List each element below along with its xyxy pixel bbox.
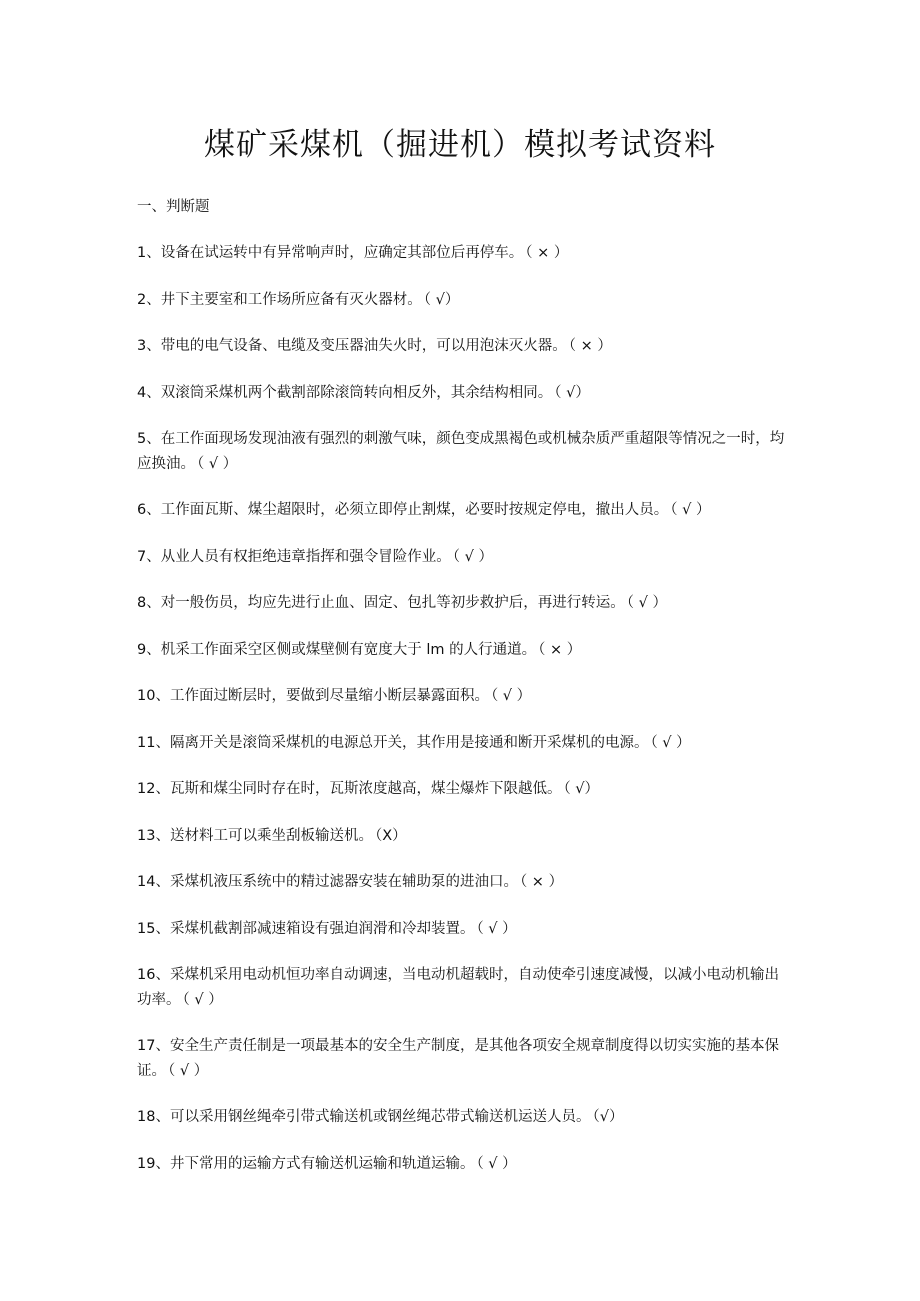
question-item: [137, 381, 787, 406]
question-answer: （X）: [374, 827, 407, 844]
question-answer: （ √ ）: [452, 548, 493, 565]
question-item: [137, 870, 787, 895]
question-item: [137, 638, 787, 663]
question-list: [137, 241, 787, 1198]
question-text: 机采工作面采空区侧或煤壁侧有宽度大于 lm 的人行通道。: [160, 641, 537, 658]
question-answer: （ × ）: [568, 338, 612, 354]
question-answer: （ √ ）: [168, 1062, 209, 1079]
question-text: 带电的电气设备、电缆及变压器油失火时，可以用泡沫灭火器。: [160, 338, 567, 354]
question-text: 对一般伤员，均应先进行止血、固定、包扎等初步救护后，再进行转运。: [160, 595, 625, 611]
question-number: 5、: [137, 431, 161, 447]
question-answer: （√）: [592, 1109, 624, 1125]
question-item: [137, 545, 787, 570]
question-text: 可以采用钢丝绳牵引带式输送机或钢丝绳芯带式输送机运送人员。: [169, 1109, 591, 1125]
question-number: 10、: [137, 688, 170, 704]
question-item: [137, 731, 787, 756]
question-number: 15、: [137, 920, 170, 937]
question-text: 瓦斯和煤尘同时存在时，瓦斯浓度越高，煤尘爆炸下限越低。: [169, 781, 562, 797]
question-answer: （ × ）: [525, 245, 569, 261]
question-number: 6、: [137, 502, 161, 518]
question-text: 井下主要室和工作场所应备有灭火器材。: [160, 291, 422, 308]
question-answer: （ √ ）: [626, 595, 667, 611]
question-answer: （ √ ）: [182, 991, 223, 1008]
question-number: 16、: [137, 967, 170, 983]
question-item: [137, 824, 787, 849]
question-number: 19、: [137, 1155, 170, 1172]
document-title: 煤矿采煤机（掘进机）模拟考试资料: [204, 127, 716, 163]
question-number: 14、: [137, 874, 170, 890]
question-number: 12、: [137, 781, 170, 797]
question-answer: （ √ ）: [650, 734, 691, 751]
question-answer: （ √）: [554, 384, 590, 401]
question-text: 双滚筒采煤机两个截割部除滚筒转向相反外，其余结构相同。: [160, 384, 553, 401]
question-answer: （ √）: [563, 781, 600, 797]
question-answer: （ × ）: [519, 874, 564, 890]
question-text: 送材料工可以乘坐刮板输送机。: [169, 827, 373, 844]
question-number: 3、: [137, 338, 161, 354]
question-number: 9、: [137, 641, 161, 658]
question-number: 4、: [137, 384, 161, 401]
question-text: 采煤机液压系统中的精过滤器安装在辅助泵的进油口。: [169, 874, 518, 890]
question-number: 11、: [137, 734, 170, 751]
question-text: 设备在试运转中有异常响声时，应确定其部位后再停车。: [160, 245, 524, 261]
question-item: [137, 963, 787, 1012]
question-answer: （ √ ）: [197, 455, 238, 472]
question-text: 采煤机截割部减速箱设有强迫润滑和冷却装置。: [169, 920, 475, 937]
question-item: [137, 1152, 787, 1177]
question-item: [137, 498, 787, 523]
section-heading: 一、判断题: [137, 199, 210, 215]
question-answer: （ × ）: [538, 641, 582, 658]
question-item: [137, 1105, 787, 1130]
question-text: 工作面过断层时，要做到尽量缩小断层暴露面积。: [169, 688, 489, 704]
question-number: 18、: [137, 1109, 170, 1125]
question-text: 安全生产责任制是一项最基本的安全生产制度，是其他各项安全规章制度得以切实实施的基本保证。: [137, 1038, 779, 1079]
question-item: [137, 288, 787, 313]
question-item: [137, 334, 787, 359]
question-answer: （ √ ）: [476, 1155, 517, 1172]
question-answer: （ √ ）: [670, 502, 711, 518]
question-item: [137, 917, 787, 942]
question-number: 13、: [137, 827, 170, 844]
question-text: 采煤机采用电动机恒功率自动调速，当电动机超载时，自动使牵引速度减慢，以减小电动机输出功率。: [137, 967, 779, 1008]
question-item: [137, 1034, 787, 1083]
question-text: 工作面瓦斯、煤尘超限时，必须立即停止割煤，必要时按规定停电，撤出人员。: [160, 502, 669, 518]
question-text: 隔离开关是滚筒采煤机的电源总开关，其作用是接通和断开采煤机的电源。: [169, 734, 649, 751]
question-answer: （ √ ）: [476, 920, 517, 937]
question-item: [137, 777, 787, 802]
question-number: 7、: [137, 548, 161, 565]
question-text: 从业人员有权拒绝违章指挥和强令冒险作业。: [160, 548, 451, 565]
question-answer: （ √）: [423, 291, 460, 308]
question-item: [137, 591, 787, 616]
question-item: [137, 684, 787, 709]
question-number: 1、: [137, 245, 161, 261]
question-number: 8、: [137, 595, 161, 611]
question-text: 在工作面现场发现油液有强烈的刺激气味，颜色变成黑褐色或机械杂质严重超限等情况之一时，均应换油。: [137, 431, 785, 472]
question-item: [137, 241, 787, 266]
question-number: 2、: [137, 291, 161, 308]
question-answer: （ √ ）: [490, 688, 532, 704]
question-number: 17、: [137, 1038, 170, 1054]
question-text: 井下常用的运输方式有输送机运输和轨道运输。: [169, 1155, 475, 1172]
question-item: [137, 427, 787, 476]
